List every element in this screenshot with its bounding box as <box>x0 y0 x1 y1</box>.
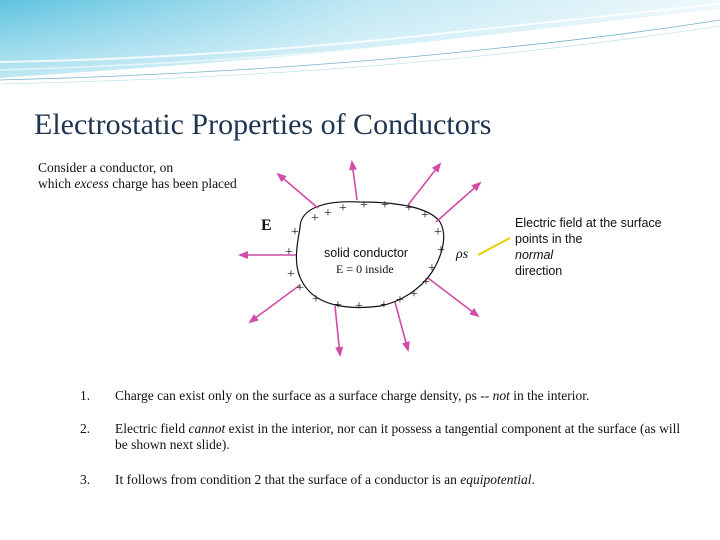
list-text <box>115 388 685 404</box>
field-arrow <box>278 174 318 208</box>
plus-charge: + <box>421 208 429 223</box>
plus-charge: + <box>287 267 295 282</box>
plus-charge: + <box>285 245 293 260</box>
plus-charge: + <box>422 275 430 290</box>
list-text-start: Charge can exist only on the surface as a surface charge density, ρs -- <box>115 388 493 403</box>
list-number: 2. <box>80 421 91 436</box>
surface-note-line-2 <box>515 231 662 279</box>
list-item <box>80 388 700 406</box>
intro-line-1: Consider a conductor, on <box>38 160 174 175</box>
list-emphasis: cannot <box>188 421 226 436</box>
plus-charge: + <box>434 225 442 240</box>
surface-note-line-1: Electric field at the surface <box>515 216 662 230</box>
surface-pointer-line <box>478 238 510 255</box>
plus-charge: + <box>355 299 363 314</box>
plus-charge: + <box>334 298 342 313</box>
surface-note-emphasis: normal <box>515 248 554 262</box>
list-number: 3. <box>80 472 91 487</box>
plus-charge: + <box>339 201 347 216</box>
field-arrow <box>428 278 478 316</box>
plus-charge: + <box>311 211 319 226</box>
field-arrow <box>395 302 408 350</box>
slide-title: Electrostatic Properties of Conductors <box>34 108 492 141</box>
plus-charge: + <box>437 243 445 258</box>
surface-note-line-2-end: direction <box>515 264 563 278</box>
list-number: 1. <box>80 388 91 403</box>
plus-charge: + <box>380 298 388 313</box>
intro-line-2-end: charge has been placed <box>108 176 237 191</box>
surface-charge-symbol: ρs <box>456 247 469 262</box>
list-text-start: It follows from condition 2 that the surface of a conductor is an <box>115 472 461 487</box>
surface-field-note <box>515 215 662 279</box>
list-item <box>80 472 700 490</box>
plus-charge: + <box>410 287 418 302</box>
field-label: E <box>261 217 272 234</box>
field-arrow <box>250 285 300 322</box>
plus-charge: + <box>291 225 299 240</box>
plus-charge: + <box>405 201 413 216</box>
plus-charge: + <box>296 281 304 296</box>
field-arrow <box>335 306 340 355</box>
list-text <box>115 421 685 453</box>
plus-charge: + <box>360 198 368 213</box>
plus-charge: + <box>324 206 332 221</box>
list-text-start: Electric field <box>115 421 189 436</box>
inside-field-label: E = 0 inside <box>336 262 394 276</box>
plus-charge: + <box>396 293 404 308</box>
field-arrow <box>436 183 480 222</box>
surface-note-line-2-start: points in the <box>515 232 583 246</box>
plus-charge: + <box>428 261 436 276</box>
list-emphasis: not <box>492 388 510 403</box>
intro-line-2-start: which <box>38 176 75 191</box>
intro-emphasis: excess <box>74 176 109 191</box>
field-arrow <box>408 164 440 205</box>
list-text-end: in the interior. <box>509 388 590 403</box>
conductor-label: solid conductor <box>324 246 409 260</box>
plus-charge: + <box>381 198 389 213</box>
list-text-end: exist in the interior, nor can it possess a tangential component at the surface (as will be shown next slide). <box>115 421 681 452</box>
list-text-end: . <box>531 472 535 487</box>
list-item <box>80 421 700 455</box>
list-emphasis: equipotential <box>460 472 532 487</box>
list-text <box>115 472 685 488</box>
plus-charge: + <box>312 292 320 307</box>
field-arrow <box>352 162 357 200</box>
